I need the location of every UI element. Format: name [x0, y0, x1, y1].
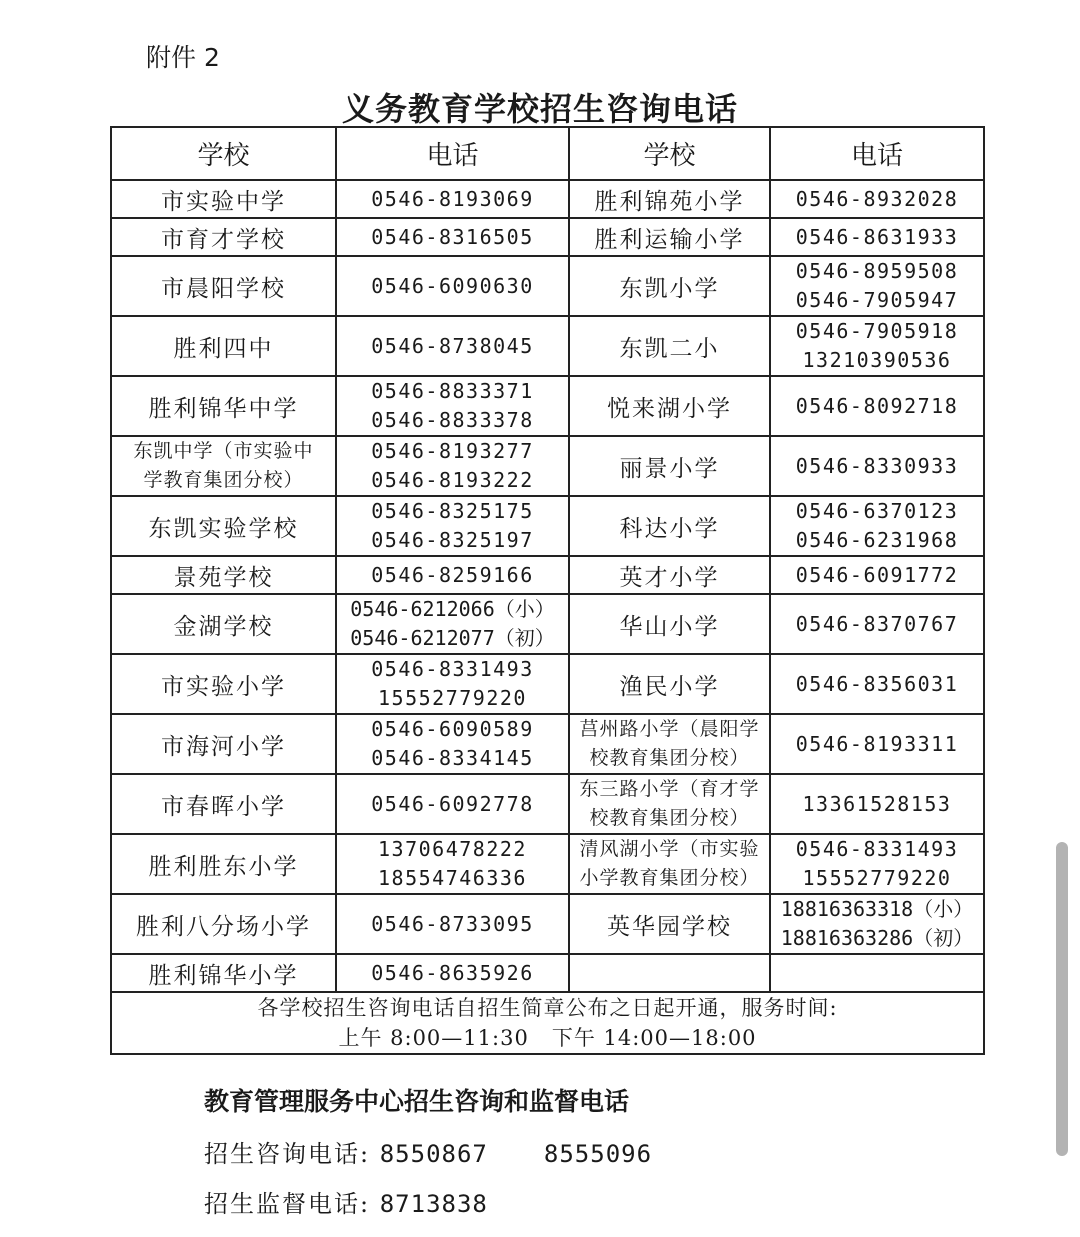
table-row	[111, 218, 984, 256]
school-cell-left	[111, 256, 336, 316]
phone-number: 0546-6370123	[795, 499, 959, 523]
phone-number: 0546-8833371	[371, 379, 534, 403]
supervise-phone: 8713838	[379, 1190, 488, 1218]
school-name: 胜利锦苑小学	[594, 188, 745, 215]
phone-cell-right	[770, 774, 984, 834]
attachment-label: 附件 2	[146, 43, 220, 72]
school-name: 学教育集团分校）	[143, 469, 304, 491]
school-name: 华山小学	[619, 613, 720, 640]
school-name: 校教育集团分校）	[589, 807, 750, 829]
phone-number: 0546-8331493	[795, 837, 959, 861]
consult-label: 招生咨询电话:	[204, 1140, 371, 1168]
phone-cell-right	[770, 654, 984, 714]
phone-number: 0546-8193277	[371, 439, 534, 463]
phone-cell-right	[770, 316, 984, 376]
phone-number: 13210390536	[802, 348, 952, 372]
school-name: 胜利胜东小学	[148, 853, 299, 880]
school-cell-left	[111, 954, 336, 992]
school-name: 丽景小学	[619, 455, 720, 482]
school-cell-left	[111, 316, 336, 376]
phone-cell-left	[336, 714, 569, 774]
school-cell-left	[111, 714, 336, 774]
phone-number: 15552779220	[802, 866, 952, 890]
service-hours-note	[111, 992, 984, 1054]
phone-cell-left	[336, 316, 569, 376]
phone-number: 0546-8959508	[795, 259, 959, 283]
phone-number: 0546-7905918	[795, 319, 959, 343]
phone-cell-right	[770, 436, 984, 496]
school-cell-right	[569, 556, 770, 594]
phone-cell-left	[336, 256, 569, 316]
school-cell-right	[569, 894, 770, 954]
school-cell-right	[569, 714, 770, 774]
table-row	[111, 834, 984, 894]
school-name: 胜利八分场小学	[136, 913, 311, 940]
school-cell-left	[111, 834, 336, 894]
phone-number: 0546-8635926	[371, 960, 534, 985]
school-cell-right	[569, 256, 770, 316]
phone-cell-left	[336, 218, 569, 256]
school-cell-right	[569, 654, 770, 714]
school-cell-left	[111, 436, 336, 496]
phone-number: 13361528153	[802, 791, 952, 816]
consult-phone-2: 8555096	[543, 1140, 653, 1168]
phone-number: 0546-8316505	[371, 224, 534, 249]
school-name: 胜利运输小学	[594, 226, 745, 253]
contacts-table	[110, 126, 985, 1055]
page-title: 义务教育学校招生咨询电话	[341, 90, 738, 128]
consult-line	[204, 1134, 652, 1169]
school-name: 英华园学校	[607, 913, 732, 940]
note-line-2: 上午 8:00—11:30 下午 14:00—18:00	[338, 1026, 757, 1050]
school-name: 英才小学	[619, 564, 720, 591]
center-title: 教育管理服务中心招生咨询和监督电话	[204, 1087, 630, 1116]
phone-cell-left	[336, 954, 569, 992]
school-name: 市育才学校	[161, 226, 286, 253]
school-name: 市实验小学	[161, 673, 286, 700]
phone-number: 0546-7905947	[795, 288, 959, 312]
scrollbar[interactable]	[1056, 842, 1068, 1156]
phone-cell-left	[336, 180, 569, 218]
note-line-1: 各学校招生咨询电话自招生简章公布之日起开通，服务时间:	[257, 996, 838, 1020]
phone-number: 0546-8193069	[371, 186, 534, 211]
header-phone-left: 电话	[336, 127, 569, 180]
table-row	[111, 894, 984, 954]
phone-cell-right	[770, 954, 984, 992]
phone-number: 0546-6212066（小）	[350, 597, 555, 621]
phone-cell-right	[770, 218, 984, 256]
phone-cell-right	[770, 496, 984, 556]
phone-cell-left	[336, 834, 569, 894]
supervise-line	[204, 1184, 488, 1219]
phone-cell-right	[770, 256, 984, 316]
table-row	[111, 594, 984, 654]
school-cell-right	[569, 436, 770, 496]
phone-cell-right	[770, 894, 984, 954]
phone-number: 13706478222	[378, 837, 527, 861]
school-name: 小学教育集团分校）	[579, 867, 760, 889]
phone-number: 0546-8738045	[371, 333, 534, 358]
phone-cell-left	[336, 654, 569, 714]
school-name: 清风湖小学（市实验	[579, 838, 760, 860]
table-row	[111, 256, 984, 316]
phone-cell-left	[336, 496, 569, 556]
phone-cell-right	[770, 556, 984, 594]
phone-number: 0546-6090589	[371, 717, 534, 741]
phone-cell-right	[770, 180, 984, 218]
phone-number: 0546-8325175	[371, 499, 534, 523]
phone-cell-left	[336, 774, 569, 834]
school-name: 市晨阳学校	[161, 275, 286, 302]
school-cell-right	[569, 376, 770, 436]
phone-number: 0546-6212077（初）	[350, 626, 555, 650]
school-cell-right	[569, 180, 770, 218]
school-cell-right	[569, 774, 770, 834]
school-cell-right	[569, 594, 770, 654]
phone-number: 0546-8833378	[371, 408, 534, 432]
header-school-right: 学校	[569, 127, 770, 180]
school-cell-right	[569, 834, 770, 894]
phone-number: 0546-8193222	[371, 468, 534, 492]
phone-cell-right	[770, 376, 984, 436]
school-name: 市海河小学	[161, 733, 286, 760]
phone-number: 18816363286（初）	[780, 926, 974, 950]
school-name: 校教育集团分校）	[589, 747, 750, 769]
table-row	[111, 436, 984, 496]
school-name: 悦来湖小学	[607, 395, 732, 422]
phone-cell-left	[336, 594, 569, 654]
school-cell-right	[569, 496, 770, 556]
school-name: 胜利锦华小学	[148, 962, 299, 989]
table-row	[111, 774, 984, 834]
phone-cell-left	[336, 376, 569, 436]
table-row	[111, 556, 984, 594]
school-name: 市实验中学	[161, 188, 286, 215]
school-cell-left	[111, 218, 336, 256]
school-cell-left	[111, 376, 336, 436]
phone-number: 0546-8259166	[371, 562, 534, 587]
phone-cell-left	[336, 436, 569, 496]
phone-number: 15552779220	[378, 686, 527, 710]
phone-cell-right	[770, 714, 984, 774]
school-cell-left	[111, 496, 336, 556]
supervise-label: 招生监督电话:	[204, 1190, 371, 1218]
school-name: 东凯小学	[619, 275, 720, 302]
phone-number: 0546-8325197	[371, 528, 534, 552]
table-row	[111, 714, 984, 774]
school-name: 景苑学校	[173, 564, 274, 591]
table-row	[111, 496, 984, 556]
phone-number: 0546-8733095	[371, 911, 534, 936]
header-school-left: 学校	[111, 127, 336, 180]
table-header-row	[111, 127, 984, 180]
phone-number: 0546-8356031	[795, 671, 959, 696]
school-name: 市春晖小学	[161, 793, 286, 820]
phone-cell-right	[770, 594, 984, 654]
phone-number: 18816363318（小）	[780, 897, 974, 921]
school-cell-left	[111, 654, 336, 714]
table-row	[111, 954, 984, 992]
table-row	[111, 654, 984, 714]
school-cell-left	[111, 556, 336, 594]
school-name: 东凯实验学校	[148, 515, 299, 542]
school-cell-right	[569, 218, 770, 256]
school-name: 科达小学	[619, 515, 720, 542]
phone-number: 0546-8092718	[795, 393, 959, 418]
table-row	[111, 180, 984, 218]
school-cell-left	[111, 594, 336, 654]
phone-number: 0546-8631933	[795, 224, 959, 249]
school-name: 胜利锦华中学	[148, 395, 299, 422]
phone-number: 0546-8334145	[371, 746, 534, 770]
school-name: 东凯中学（市实验中	[133, 440, 314, 462]
phone-number: 0546-6231968	[795, 528, 959, 552]
school-cell-right	[569, 316, 770, 376]
phone-number: 0546-6090630	[371, 273, 534, 298]
school-name: 东三路小学（育才学	[579, 778, 760, 800]
school-cell-left	[111, 180, 336, 218]
phone-number: 0546-6091772	[795, 562, 959, 587]
school-name: 渔民小学	[619, 673, 720, 700]
table-body	[111, 180, 984, 992]
school-name: 金湖学校	[173, 613, 274, 640]
phone-number: 0546-8932028	[795, 186, 959, 211]
school-cell-right	[569, 954, 770, 992]
phone-cell-right	[770, 834, 984, 894]
phone-number: 0546-8193311	[795, 731, 959, 756]
phone-number: 0546-8370767	[795, 611, 959, 636]
phone-number: 0546-6092778	[371, 791, 534, 816]
header-phone-right: 电话	[770, 127, 984, 180]
school-cell-left	[111, 774, 336, 834]
school-name: 莒州路小学（晨阳学	[579, 718, 760, 740]
table-row	[111, 316, 984, 376]
table-row	[111, 376, 984, 436]
consult-phone-1: 8550867	[379, 1140, 488, 1168]
phone-number: 18554746336	[378, 866, 527, 890]
table-note-row	[111, 992, 984, 1054]
school-name: 胜利四中	[173, 335, 274, 362]
phone-number: 0546-8331493	[371, 657, 534, 681]
phone-cell-left	[336, 894, 569, 954]
school-cell-left	[111, 894, 336, 954]
phone-number: 0546-8330933	[795, 453, 959, 478]
school-name: 东凯二小	[619, 335, 720, 362]
phone-cell-left	[336, 556, 569, 594]
